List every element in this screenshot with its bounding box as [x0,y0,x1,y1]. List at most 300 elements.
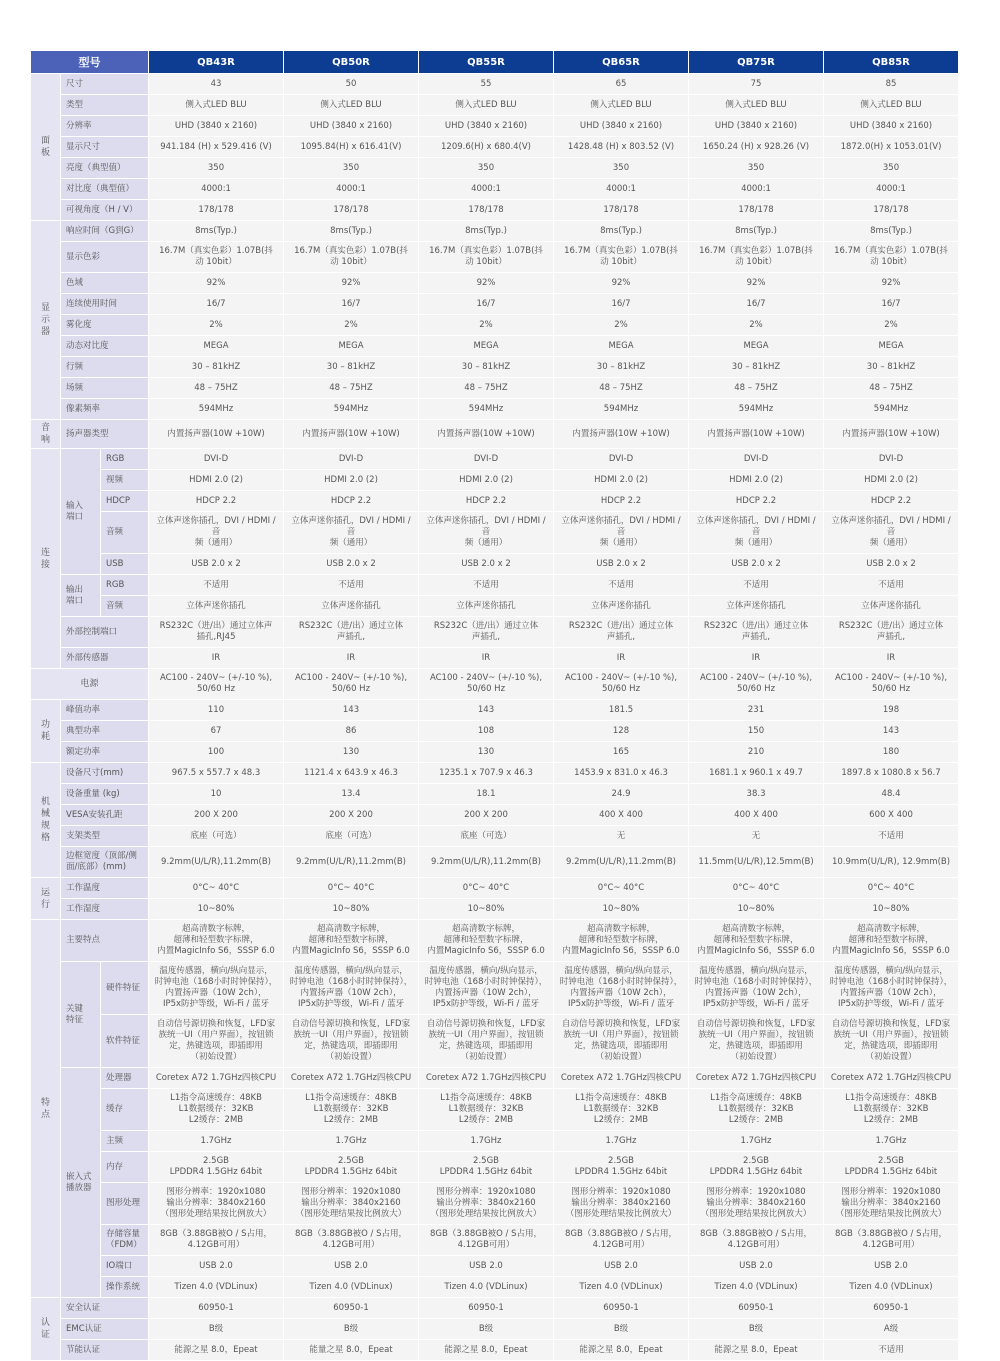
spec-value-qb85r: 178/178 [824,200,959,221]
spec-value-qb55r: 350 [419,158,554,179]
spec-value-qb43r: 2% [149,315,284,336]
spec-row [31,763,959,784]
spec-value-qb65r: 60950-1 [554,1298,689,1319]
spec-value-qb43r: 2.5GB LPDDR4 1.5GHz 64bit [149,1152,284,1183]
row-label: 工作温度 [61,878,149,899]
spec-value-qb43r: 侧入式LED BLU [149,95,284,116]
spec-value-qb50r: 30 – 81kHZ [284,357,419,378]
spec-value-qb65r: 侧入式LED BLU [554,95,689,116]
spec-value-qb65r: 1428.48 (H) x 803.52 (V) [554,137,689,158]
spec-value-qb65r: 4000:1 [554,179,689,200]
spec-value-qb75r: 16/7 [689,294,824,315]
spec-value-qb85r: MEGA [824,336,959,357]
spec-row [31,116,959,137]
spec-value-qb75r: USB 2.0 x 2 [689,554,824,575]
spec-value-qb75r: 立体声迷你插孔，DVI / HDMI /音 频（通用） [689,512,824,554]
section-label: 音 响 [31,420,61,449]
spec-value-qb43r: 10 [149,784,284,805]
spec-value-qb75r: 0°C~ 40°C [689,878,824,899]
spec-value-qb65r: 温度传感器，横向/纵向显示， 时钟电池（168小时时钟保持）， 内置扬声器（10W 2ch）， IP5x防护等级，Wi-Fi / 蓝牙 [554,962,689,1015]
spec-value-qb75r: 350 [689,158,824,179]
spec-value-qb75r: 30 – 81kHZ [689,357,824,378]
spec-value-qb85r: Coretex A72 1.7GHz四核CPU [824,1068,959,1089]
spec-value-qb50r: 8ms(Typ.) [284,221,419,242]
spec-value-qb55r: Coretex A72 1.7GHz四核CPU [419,1068,554,1089]
spec-value-qb50r: 0°C~ 40°C [284,878,419,899]
spec-value-qb55r: 0°C~ 40°C [419,878,554,899]
row-label: EMC认证 [61,1319,149,1340]
row-label: 尺寸 [61,74,149,95]
spec-row [31,1152,959,1183]
spec-value-qb55r: 1.7GHz [419,1131,554,1152]
spec-value-qb75r: 温度传感器，横向/纵向显示， 时钟电池（168小时时钟保持）， 内置扬声器（10W 2ch）， IP5x防护等级，Wi-Fi / 蓝牙 [689,962,824,1015]
spec-value-qb85r: 2% [824,315,959,336]
spec-value-qb65r: B级 [554,1319,689,1340]
spec-value-qb43r: 100 [149,742,284,763]
row-label: 存储容量 （FDM） [101,1225,149,1256]
spec-row [31,554,959,575]
subgroup-label: 输入 端口 [61,449,101,575]
spec-value-qb55r: 能源之星 8.0，Epeat [419,1340,554,1361]
spec-value-qb50r: IR [284,648,419,669]
spec-value-qb65r: 350 [554,158,689,179]
spec-value-qb50r: 图形分辨率：1920x1080 输出分辨率：3840x2160 （图形处理结果按比例放大） [284,1183,419,1225]
spec-row [31,95,959,116]
spec-value-qb50r: 594MHz [284,399,419,420]
spec-value-qb75r: 178/178 [689,200,824,221]
spec-value-qb65r: 立体声迷你插孔 [554,596,689,617]
spec-value-qb43r: IR [149,648,284,669]
spec-value-qb55r: 2.5GB LPDDR4 1.5GHz 64bit [419,1152,554,1183]
row-label: 操作系统 [101,1277,149,1298]
spec-value-qb85r: 198 [824,700,959,721]
spec-row [31,1340,959,1361]
spec-value-qb65r: 10~80% [554,899,689,920]
spec-value-qb65r: HDCP 2.2 [554,491,689,512]
row-label: 亮度（典型值） [61,158,149,179]
row-label: 音频 [101,512,149,554]
spec-value-qb65r: HDMI 2.0 (2) [554,470,689,491]
row-label: 类型 [61,95,149,116]
spec-value-qb65r: IR [554,648,689,669]
spec-value-qb50r: 1.7GHz [284,1131,419,1152]
spec-row [31,1183,959,1225]
row-label: 图形处理 [101,1183,149,1225]
spec-value-qb75r: 侧入式LED BLU [689,95,824,116]
spec-value-qb43r: Tizen 4.0 (VDLinux) [149,1277,284,1298]
spec-value-qb50r: 130 [284,742,419,763]
spec-value-qb50r: 13.4 [284,784,419,805]
spec-value-qb65r: 594MHz [554,399,689,420]
spec-value-qb43r: 8GB（3.88GB被O / S占用， 4.12GB可用） [149,1225,284,1256]
spec-value-qb85r: 48.4 [824,784,959,805]
spec-value-qb55r: 2% [419,315,554,336]
spec-value-qb65r: 8ms(Typ.) [554,221,689,242]
row-label: 节能认证 [61,1340,149,1361]
row-label: 设备尺寸(mm) [61,763,149,784]
spec-value-qb85r: 超高清数字标牌， 超薄和轻型数字标牌， 内置MagicInfo S6，SSSP 6.0 [824,920,959,962]
spec-row [31,805,959,826]
spec-value-qb85r: 立体声迷你插孔 [824,596,959,617]
spec-value-qb55r: 4000:1 [419,179,554,200]
spec-value-qb85r: 350 [824,158,959,179]
spec-value-qb50r: UHD (3840 x 2160) [284,116,419,137]
spec-value-qb43r: 内置扬声器(10W +10W) [149,420,284,449]
spec-value-qb55r: 9.2mm(U/L/R),11.2mm(B) [419,847,554,878]
spec-value-qb65r: Coretex A72 1.7GHz四核CPU [554,1068,689,1089]
row-label: RGB [101,449,149,470]
spec-value-qb75r: 48 – 75HZ [689,378,824,399]
spec-value-qb43r: 温度传感器，横向/纵向显示， 时钟电池（168小时时钟保持）， 内置扬声器（10W 2ch）， IP5x防护等级，Wi-Fi / 蓝牙 [149,962,284,1015]
spec-value-qb55r: 8GB（3.88GB被O / S占用， 4.12GB可用） [419,1225,554,1256]
spec-value-qb50r: RS232C（进/出）通过立体 声插孔, [284,617,419,648]
spec-value-qb75r: 不适用 [689,575,824,596]
spec-value-qb75r: 92% [689,273,824,294]
spec-value-qb55r: USB 2.0 x 2 [419,554,554,575]
spec-value-qb85r: 143 [824,721,959,742]
spec-value-qb50r: 温度传感器，横向/纵向显示， 时钟电池（168小时时钟保持）， 内置扬声器（10W 2ch）， IP5x防护等级，Wi-Fi / 蓝牙 [284,962,419,1015]
spec-value-qb65r: UHD (3840 x 2160) [554,116,689,137]
spec-row [31,470,959,491]
spec-value-qb50r: HDCP 2.2 [284,491,419,512]
row-label: USB [101,554,149,575]
spec-value-qb65r: 能源之星 8.0，Epeat [554,1340,689,1361]
spec-value-qb55r: 8ms(Typ.) [419,221,554,242]
spec-value-qb55r: B级 [419,1319,554,1340]
spec-value-qb50r: 10~80% [284,899,419,920]
spec-value-qb65r: 24.9 [554,784,689,805]
spec-value-qb43r: UHD (3840 x 2160) [149,116,284,137]
spec-value-qb65r: 165 [554,742,689,763]
row-label: 额定功率 [61,742,149,763]
spec-value-qb75r: 4000:1 [689,179,824,200]
spec-value-qb55r: 超高清数字标牌， 超薄和轻型数字标牌， 内置MagicInfo S6，SSSP 6.0 [419,920,554,962]
spec-value-qb75r: AC100 - 240V~ (+/-10 %), 50/60 Hz [689,669,824,700]
spec-value-qb85r: USB 2.0 x 2 [824,554,959,575]
row-label: RGB [101,575,149,596]
section-label: 机 械 规 格 [31,763,61,878]
spec-value-qb85r: AC100 - 240V~ (+/-10 %), 50/60 Hz [824,669,959,700]
spec-value-qb85r: UHD (3840 x 2160) [824,116,959,137]
spec-value-qb75r: B级 [689,1319,824,1340]
row-label: 软件特征 [101,1015,149,1068]
row-label: 分辨率 [61,116,149,137]
row-label: 对比度（典型值） [61,179,149,200]
spec-value-qb43r: 43 [149,74,284,95]
section-label: 面 板 [31,74,61,221]
spec-row [31,617,959,648]
spec-value-qb55r: 自动信号源切换和恢复，LFD家 族统一UI（用户界面），按钮锁 定，热键选项，即插即用 （初始设置） [419,1015,554,1068]
spec-value-qb65r: AC100 - 240V~ (+/-10 %), 50/60 Hz [554,669,689,700]
spec-value-qb55r: 不适用 [419,575,554,596]
section-label: 运 行 [31,878,61,920]
spec-value-qb55r: 1209.6(H) x 680.4(V) [419,137,554,158]
spec-row [31,294,959,315]
row-label: 扬声器类型 [61,420,149,449]
spec-value-qb85r: 2.5GB LPDDR4 1.5GHz 64bit [824,1152,959,1183]
spec-value-qb43r: 能源之星 8.0，Epeat [149,1340,284,1361]
spec-row [31,315,959,336]
spec-value-qb43r: 60950-1 [149,1298,284,1319]
spec-value-qb85r: 10.9mm(U/L/R), 12.9mm(B) [824,847,959,878]
spec-value-qb75r: USB 2.0 [689,1256,824,1277]
spec-value-qb43r: 967.5 x 557.7 x 48.3 [149,763,284,784]
spec-row [31,1277,959,1298]
spec-table [30,50,959,1361]
spec-row [31,158,959,179]
row-label: 主要特点 [61,920,149,962]
spec-value-qb50r: 48 – 75HZ [284,378,419,399]
spec-value-qb55r: 200 X 200 [419,805,554,826]
spec-value-qb55r: 55 [419,74,554,95]
spec-value-qb85r: 92% [824,273,959,294]
spec-value-qb55r: 30 – 81kHZ [419,357,554,378]
spec-row [31,491,959,512]
spec-value-qb85r: IR [824,648,959,669]
spec-value-qb50r: 143 [284,700,419,721]
model-header-qb50r: QB50R [284,51,419,74]
spec-row [31,336,959,357]
spec-value-qb75r: 75 [689,74,824,95]
spec-value-qb43r: 67 [149,721,284,742]
spec-value-qb85r: 1.7GHz [824,1131,959,1152]
row-label: 设备重量 (kg) [61,784,149,805]
row-label: 可视角度（H / V） [61,200,149,221]
row-label: 硬件特征 [101,962,149,1015]
spec-value-qb43r: 图形分辨率：1920x1080 输出分辨率：3840x2160 （图形处理结果按比例放大） [149,1183,284,1225]
spec-value-qb75r: 1.7GHz [689,1131,824,1152]
row-label: VESA安装孔距 [61,805,149,826]
spec-value-qb75r: 2% [689,315,824,336]
subgroup-label: 嵌入式 播放器 [61,1068,101,1298]
spec-value-qb55r: IR [419,648,554,669]
spec-value-qb75r: IR [689,648,824,669]
spec-value-qb65r: 2.5GB LPDDR4 1.5GHz 64bit [554,1152,689,1183]
spec-value-qb55r: 48 – 75HZ [419,378,554,399]
spec-value-qb65r: 不适用 [554,575,689,596]
spec-value-qb55r: 内置扬声器(10W +10W) [419,420,554,449]
spec-value-qb55r: 594MHz [419,399,554,420]
spec-value-qb55r: 60950-1 [419,1298,554,1319]
spec-value-qb85r: 不适用 [824,826,959,847]
spec-value-qb55r: 92% [419,273,554,294]
section-label: 特 点 [31,920,61,1298]
spec-value-qb75r: 16.7M（真实色彩）1.07B(抖 动 10bit） [689,242,824,273]
spec-value-qb85r: 4000:1 [824,179,959,200]
spec-row [31,74,959,95]
row-label: 显示色彩 [61,242,149,273]
spec-value-qb65r: 30 – 81kHZ [554,357,689,378]
spec-value-qb75r: 38.3 [689,784,824,805]
spec-value-qb50r: 自动信号源切换和恢复，LFD家 族统一UI（用户界面），按钮锁 定，热键选项，即插即用 （初始设置） [284,1015,419,1068]
spec-row [31,449,959,470]
spec-value-qb85r: HDMI 2.0 (2) [824,470,959,491]
spec-row [31,420,959,449]
spec-value-qb85r: 立体声迷你插孔，DVI / HDMI /音 频（通用） [824,512,959,554]
spec-row [31,200,959,221]
spec-value-qb50r: 178/178 [284,200,419,221]
spec-value-qb85r: 0°C~ 40°C [824,878,959,899]
spec-value-qb55r: 侧入式LED BLU [419,95,554,116]
spec-value-qb55r: AC100 - 240V~ (+/-10 %), 50/60 Hz [419,669,554,700]
spec-value-qb65r: USB 2.0 [554,1256,689,1277]
spec-value-qb75r: 能源之星 8.0，Epeat [689,1340,824,1361]
spec-value-qb75r: 1650.24 (H) x 928.26 (V) [689,137,824,158]
spec-value-qb75r: 8ms(Typ.) [689,221,824,242]
spec-row [31,878,959,899]
spec-row [31,179,959,200]
spec-row [31,1089,959,1131]
spec-value-qb85r: 温度传感器，横向/纵向显示， 时钟电池（168小时时钟保持）， 内置扬声器（10W 2ch）， IP5x防护等级，Wi-Fi / 蓝牙 [824,962,959,1015]
section-label: 电源 [31,669,149,700]
spec-value-qb50r: 9.2mm(U/L/R),11.2mm(B) [284,847,419,878]
spec-value-qb50r: 立体声迷你插孔，DVI / HDMI /音 频（通用） [284,512,419,554]
spec-value-qb55r: 143 [419,700,554,721]
spec-value-qb85r: 8GB（3.88GB被O / S占用， 4.12GB可用） [824,1225,959,1256]
spec-value-qb55r: 16.7M（真实色彩）1.07B(抖 动 10bit） [419,242,554,273]
spec-value-qb55r: 底座（可选） [419,826,554,847]
spec-value-qb43r: 16/7 [149,294,284,315]
spec-value-qb43r: L1指令高速缓存：48KB L1数据缓存：32KB L2缓存：2MB [149,1089,284,1131]
spec-row [31,1225,959,1256]
spec-value-qb75r: Coretex A72 1.7GHz四核CPU [689,1068,824,1089]
spec-value-qb50r: USB 2.0 [284,1256,419,1277]
spec-value-qb65r: 65 [554,74,689,95]
spec-value-qb43r: HDMI 2.0 (2) [149,470,284,491]
spec-value-qb85r: 600 X 400 [824,805,959,826]
spec-row [31,1298,959,1319]
row-label: 雾化度 [61,315,149,336]
row-label: 安全认证 [61,1298,149,1319]
spec-value-qb85r: 16/7 [824,294,959,315]
spec-row [31,512,959,554]
spec-value-qb50r: B级 [284,1319,419,1340]
row-label: 主频 [101,1131,149,1152]
row-label: 处理器 [101,1068,149,1089]
spec-value-qb55r: 10~80% [419,899,554,920]
spec-value-qb75r: 内置扬声器(10W +10W) [689,420,824,449]
spec-value-qb50r: 4000:1 [284,179,419,200]
row-label: 连续使用时间 [61,294,149,315]
spec-value-qb50r: 内置扬声器(10W +10W) [284,420,419,449]
spec-value-qb43r: 92% [149,273,284,294]
row-label: 视频 [101,470,149,491]
spec-value-qb85r: 图形分辨率：1920x1080 输出分辨率：3840x2160 （图形处理结果按比例放大） [824,1183,959,1225]
row-label: 工作湿度 [61,899,149,920]
spec-value-qb55r: HDMI 2.0 (2) [419,470,554,491]
spec-value-qb55r: USB 2.0 [419,1256,554,1277]
spec-value-qb43r: 8ms(Typ.) [149,221,284,242]
spec-value-qb55r: MEGA [419,336,554,357]
model-header-qb85r: QB85R [824,51,959,74]
model-header-label: 型号 [31,51,149,74]
spec-value-qb55r: 图形分辨率：1920x1080 输出分辨率：3840x2160 （图形处理结果按比例放大） [419,1183,554,1225]
spec-row [31,920,959,962]
spec-value-qb75r: UHD (3840 x 2160) [689,116,824,137]
spec-row [31,378,959,399]
spec-value-qb85r: DVI-D [824,449,959,470]
spec-value-qb65r: L1指令高速缓存：48KB L1数据缓存：32KB L2缓存：2MB [554,1089,689,1131]
spec-value-qb65r: 92% [554,273,689,294]
spec-value-qb43r: 立体声迷你插孔 [149,596,284,617]
spec-value-qb43r: USB 2.0 [149,1256,284,1277]
spec-value-qb75r: 10~80% [689,899,824,920]
spec-value-qb65r: 8GB（3.88GB被O / S占用， 4.12GB可用） [554,1225,689,1256]
spec-value-qb43r: MEGA [149,336,284,357]
spec-value-qb75r: 210 [689,742,824,763]
spec-table-body [31,74,959,1361]
spec-value-qb55r: L1指令高速缓存：48KB L1数据缓存：32KB L2缓存：2MB [419,1089,554,1131]
spec-value-qb65r: 128 [554,721,689,742]
spec-row [31,669,959,700]
row-label: 响应时间（G到G） [61,221,149,242]
spec-value-qb65r: 1.7GHz [554,1131,689,1152]
row-label: 缓存 [101,1089,149,1131]
spec-value-qb50r: 16/7 [284,294,419,315]
spec-value-qb75r: HDCP 2.2 [689,491,824,512]
spec-row [31,826,959,847]
spec-value-qb50r: 86 [284,721,419,742]
spec-value-qb50r: 60950-1 [284,1298,419,1319]
spec-value-qb50r: 16.7M（真实色彩）1.07B(抖 动 10bit） [284,242,419,273]
spec-value-qb65r: 181.5 [554,700,689,721]
spec-value-qb43r: 16.7M（真实色彩）1.07B(抖 动 10bit） [149,242,284,273]
spec-value-qb65r: Tizen 4.0 (VDLinux) [554,1277,689,1298]
spec-value-qb85r: 不适用 [824,1340,959,1361]
spec-value-qb50r: 超高清数字标牌， 超薄和轻型数字标牌， 内置MagicInfo S6，SSSP 6.0 [284,920,419,962]
spec-value-qb75r: 立体声迷你插孔 [689,596,824,617]
spec-value-qb65r: 超高清数字标牌， 超薄和轻型数字标牌， 内置MagicInfo S6，SSSP 6.0 [554,920,689,962]
spec-value-qb50r: 2% [284,315,419,336]
spec-value-qb50r: 底座（可选） [284,826,419,847]
spec-value-qb75r: 231 [689,700,824,721]
spec-value-qb75r: MEGA [689,336,824,357]
row-label: 典型功率 [61,721,149,742]
spec-value-qb55r: HDCP 2.2 [419,491,554,512]
spec-value-qb43r: Coretex A72 1.7GHz四核CPU [149,1068,284,1089]
spec-value-qb65r: 400 X 400 [554,805,689,826]
spec-value-qb85r: 10~80% [824,899,959,920]
row-label: HDCP [101,491,149,512]
header-row [31,51,959,74]
spec-value-qb85r: RS232C（进/出）通过立体 声插孔, [824,617,959,648]
spec-value-qb75r: 图形分辨率：1920x1080 输出分辨率：3840x2160 （图形处理结果按比例放大） [689,1183,824,1225]
spec-value-qb75r: L1指令高速缓存：48KB L1数据缓存：32KB L2缓存：2MB [689,1089,824,1131]
row-label: 外部传感器 [61,648,149,669]
spec-row [31,721,959,742]
spec-value-qb43r: AC100 - 240V~ (+/-10 %), 50/60 Hz [149,669,284,700]
spec-value-qb65r: 2% [554,315,689,336]
spec-row [31,1256,959,1277]
section-label: 功 耗 [31,700,61,763]
spec-value-qb65r: 0°C~ 40°C [554,878,689,899]
spec-value-qb50r: 200 X 200 [284,805,419,826]
spec-value-qb50r: 1095.84(H) x 616.41(V) [284,137,419,158]
spec-row [31,242,959,273]
spec-value-qb55r: 108 [419,721,554,742]
spec-value-qb65r: 16.7M（真实色彩）1.07B(抖 动 10bit） [554,242,689,273]
spec-value-qb85r: A级 [824,1319,959,1340]
row-label: 支架类型 [61,826,149,847]
spec-value-qb43r: 178/178 [149,200,284,221]
spec-value-qb50r: 50 [284,74,419,95]
spec-value-qb75r: 8GB（3.88GB被O / S占用， 4.12GB可用） [689,1225,824,1256]
spec-row [31,221,959,242]
spec-value-qb55r: RS232C（进/出）通过立体 声插孔, [419,617,554,648]
spec-row [31,899,959,920]
spec-value-qb85r: 侧入式LED BLU [824,95,959,116]
spec-value-qb43r: B级 [149,1319,284,1340]
